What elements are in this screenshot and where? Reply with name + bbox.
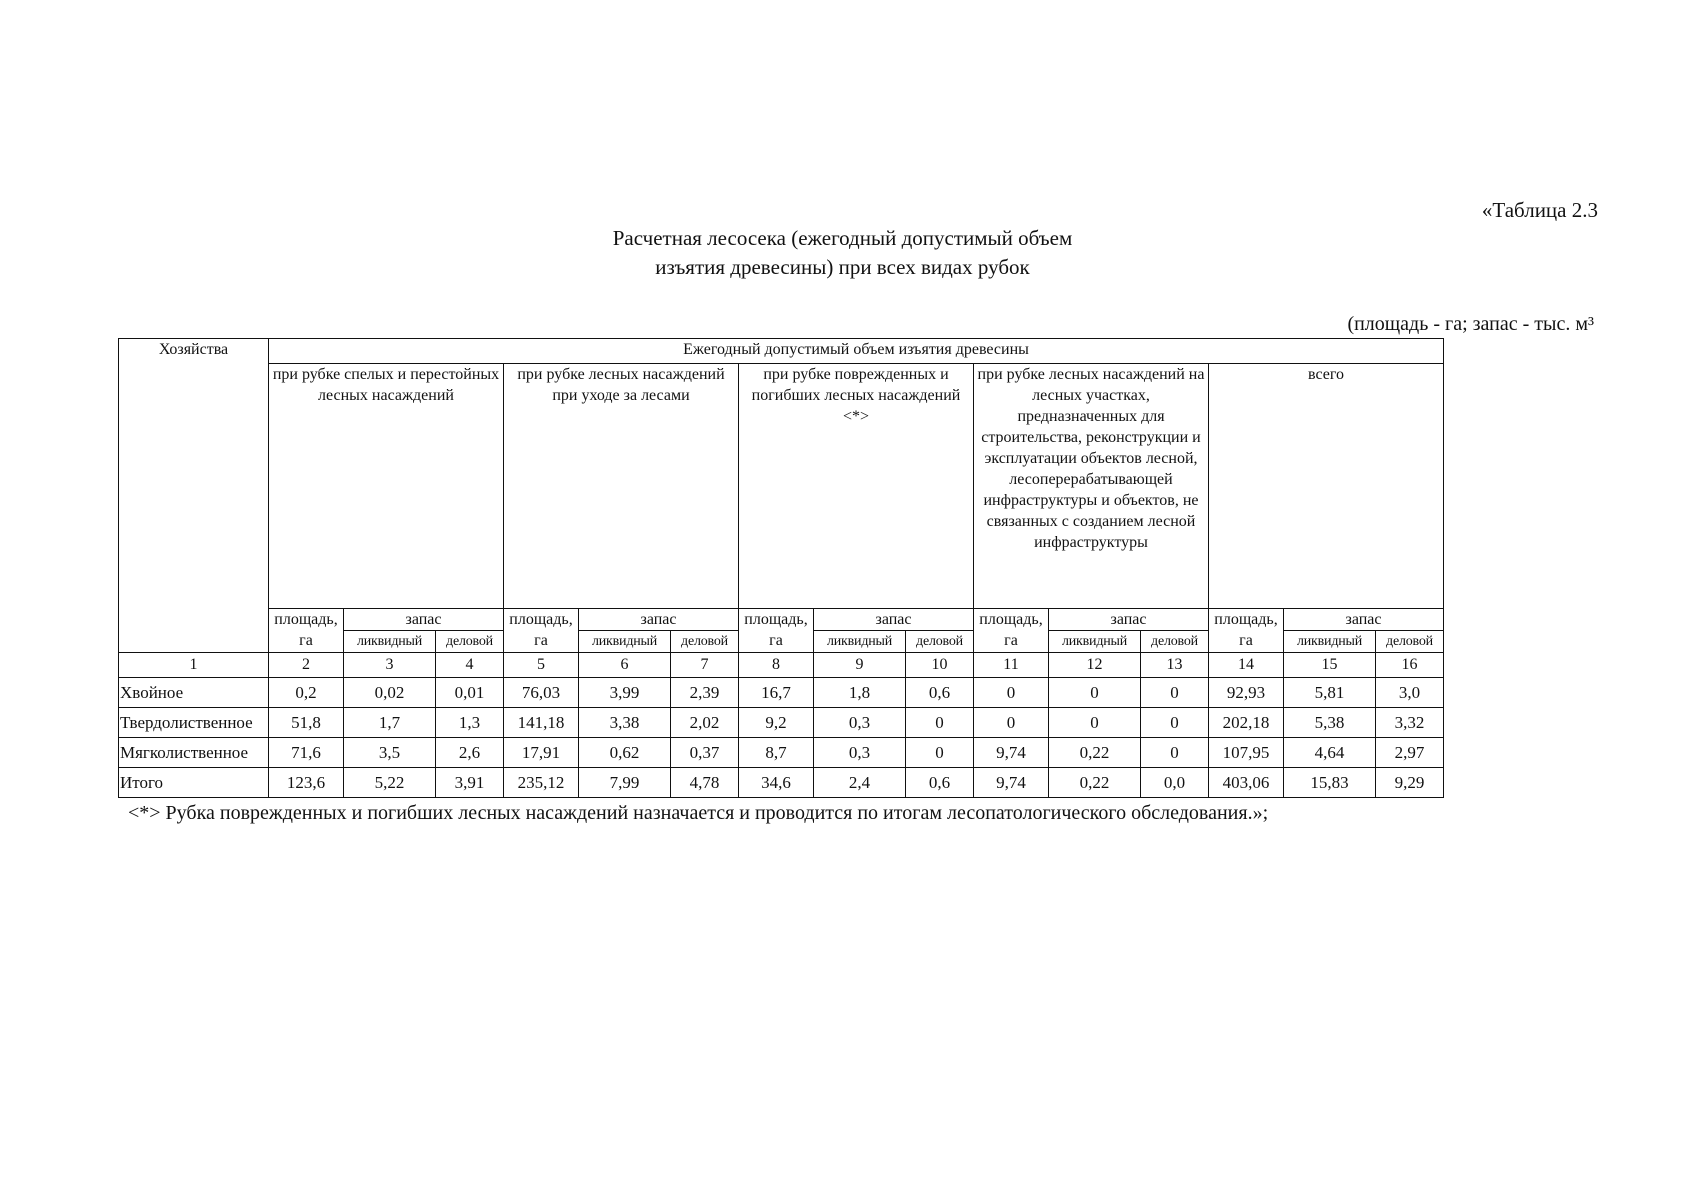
page-title xyxy=(0,224,1685,282)
table-cell: 17,91 xyxy=(504,738,579,768)
table-cell: 123,6 xyxy=(269,768,344,798)
table-cell: 9,2 xyxy=(739,708,814,738)
header-group-thinning: при рубке лесных насаждений при уходе за лесами xyxy=(504,364,739,609)
table-cell: 3,32 xyxy=(1376,708,1444,738)
header-stock: запас xyxy=(814,609,974,631)
column-number: 1 xyxy=(119,653,269,678)
table-cell: 2,02 xyxy=(671,708,739,738)
table-cell: 9,29 xyxy=(1376,768,1444,798)
header-group-construction: при рубке лесных насаждений на лесных участках, предназначенных для строительства, реконструкции и эксплуатации объектов лесной, лесоперерабатывающей инфраструктуры и объектов, не связанных с созданием лесной инфраструктуры xyxy=(974,364,1209,609)
table-cell: 0,37 xyxy=(671,738,739,768)
table-row xyxy=(119,708,1444,738)
header-business: деловой xyxy=(906,631,974,653)
row-label: Итого xyxy=(119,768,269,798)
harvest-table xyxy=(118,338,1444,798)
row-label: Хвойное xyxy=(119,678,269,708)
table-cell: 1,8 xyxy=(814,678,906,708)
table-cell: 0,0 xyxy=(1141,768,1209,798)
table-cell: 0,62 xyxy=(579,738,671,768)
table-row xyxy=(119,678,1444,708)
table-row-total xyxy=(119,768,1444,798)
table-cell: 9,74 xyxy=(974,738,1049,768)
table-cell: 0 xyxy=(1141,678,1209,708)
column-number: 12 xyxy=(1049,653,1141,678)
table-cell: 0,2 xyxy=(269,678,344,708)
table-cell: 107,95 xyxy=(1209,738,1284,768)
header-liquid: ликвидный xyxy=(814,631,906,653)
table-cell: 2,97 xyxy=(1376,738,1444,768)
column-number: 10 xyxy=(906,653,974,678)
table-cell: 0 xyxy=(1141,738,1209,768)
table-cell: 16,7 xyxy=(739,678,814,708)
table-cell: 3,5 xyxy=(344,738,436,768)
table-cell: 0,01 xyxy=(436,678,504,708)
table-cell: 235,12 xyxy=(504,768,579,798)
header-area: площадь, га xyxy=(1209,609,1284,653)
header-stock: запас xyxy=(344,609,504,631)
column-number: 11 xyxy=(974,653,1049,678)
header-area: площадь, га xyxy=(974,609,1049,653)
table-cell: 8,7 xyxy=(739,738,814,768)
header-area: площадь, га xyxy=(269,609,344,653)
table-cell: 92,93 xyxy=(1209,678,1284,708)
table-cell: 403,06 xyxy=(1209,768,1284,798)
table-cell: 0 xyxy=(1049,678,1141,708)
table-cell: 51,8 xyxy=(269,708,344,738)
table-cell: 4,64 xyxy=(1284,738,1376,768)
header-liquid: ликвидный xyxy=(1049,631,1141,653)
table-cell: 3,0 xyxy=(1376,678,1444,708)
column-number: 13 xyxy=(1141,653,1209,678)
column-number: 4 xyxy=(436,653,504,678)
table-cell: 0,22 xyxy=(1049,738,1141,768)
row-label: Твердолиственное xyxy=(119,708,269,738)
header-business: деловой xyxy=(436,631,504,653)
table-cell: 0,22 xyxy=(1049,768,1141,798)
header-group-damaged: при рубке поврежденных и погибших лесных насаждений <*> xyxy=(739,364,974,609)
units-note: (площадь - га; запас - тыс. м³ xyxy=(1347,313,1594,335)
table-cell: 9,74 xyxy=(974,768,1049,798)
header-annual-volume: Ежегодный допустимый объем изъятия древесины xyxy=(269,339,1444,364)
header-group-mature: при рубке спелых и перестойных лесных насаждений xyxy=(269,364,504,609)
table-cell: 5,22 xyxy=(344,768,436,798)
header-business: деловой xyxy=(671,631,739,653)
table-cell: 5,81 xyxy=(1284,678,1376,708)
table-cell: 3,91 xyxy=(436,768,504,798)
header-group-total: всего xyxy=(1209,364,1444,609)
column-number-row xyxy=(119,653,1444,678)
table-cell: 0,6 xyxy=(906,678,974,708)
table-cell: 0,02 xyxy=(344,678,436,708)
footnote: <*> Рубка поврежденных и погибших лесных насаждений назначается и проводится по итогам лесопатологического обследования.»; xyxy=(128,802,1269,824)
table-cell: 7,99 xyxy=(579,768,671,798)
header-business: деловой xyxy=(1141,631,1209,653)
table-cell: 0 xyxy=(974,678,1049,708)
header-liquid: ликвидный xyxy=(344,631,436,653)
table-row xyxy=(119,738,1444,768)
table-cell: 0 xyxy=(906,738,974,768)
column-number: 2 xyxy=(269,653,344,678)
header-farms: Хозяйства xyxy=(119,339,269,653)
header-area: площадь, га xyxy=(739,609,814,653)
title-line-1: Расчетная лесосека (ежегодный допустимый объем xyxy=(612,226,1073,250)
table-cell: 0 xyxy=(1141,708,1209,738)
header-stock: запас xyxy=(579,609,739,631)
header-stock: запас xyxy=(1284,609,1444,631)
table-cell: 3,38 xyxy=(579,708,671,738)
table-cell: 2,39 xyxy=(671,678,739,708)
table-cell: 0 xyxy=(974,708,1049,738)
column-number: 16 xyxy=(1376,653,1444,678)
column-number: 3 xyxy=(344,653,436,678)
table-number: «Таблица 2.3 xyxy=(1481,198,1598,222)
column-number: 8 xyxy=(739,653,814,678)
table-cell: 2,6 xyxy=(436,738,504,768)
header-liquid: ликвидный xyxy=(1284,631,1376,653)
column-number: 6 xyxy=(579,653,671,678)
column-number: 7 xyxy=(671,653,739,678)
header-area: площадь, га xyxy=(504,609,579,653)
table-cell: 141,18 xyxy=(504,708,579,738)
table-cell: 5,38 xyxy=(1284,708,1376,738)
table-cell: 1,3 xyxy=(436,708,504,738)
table-cell: 2,4 xyxy=(814,768,906,798)
table-cell: 202,18 xyxy=(1209,708,1284,738)
header-business: деловой xyxy=(1376,631,1444,653)
title-line-2: изъятия древесины) при всех видах рубок xyxy=(655,255,1030,279)
table-cell: 34,6 xyxy=(739,768,814,798)
table-cell: 0,3 xyxy=(814,708,906,738)
column-number: 14 xyxy=(1209,653,1284,678)
column-number: 15 xyxy=(1284,653,1376,678)
table-cell: 71,6 xyxy=(269,738,344,768)
table-cell: 0 xyxy=(906,708,974,738)
table-cell: 3,99 xyxy=(579,678,671,708)
table-cell: 15,83 xyxy=(1284,768,1376,798)
table-cell: 1,7 xyxy=(344,708,436,738)
column-number: 5 xyxy=(504,653,579,678)
row-label: Мягколиственное xyxy=(119,738,269,768)
header-liquid: ликвидный xyxy=(579,631,671,653)
table-cell: 76,03 xyxy=(504,678,579,708)
table-cell: 0,6 xyxy=(906,768,974,798)
header-stock: запас xyxy=(1049,609,1209,631)
table-cell: 0 xyxy=(1049,708,1141,738)
table-cell: 0,3 xyxy=(814,738,906,768)
column-number: 9 xyxy=(814,653,906,678)
table-cell: 4,78 xyxy=(671,768,739,798)
